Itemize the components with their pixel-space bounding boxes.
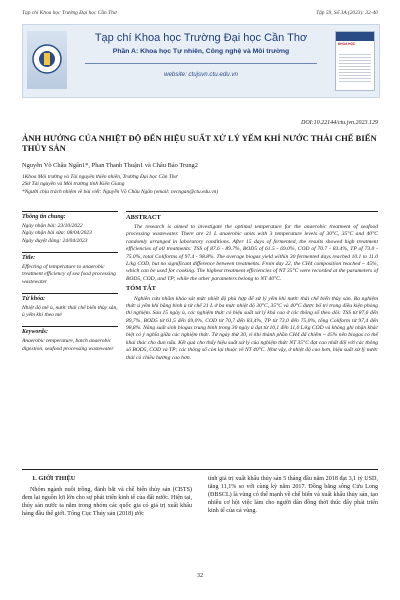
english-title: Effecting of temperature to anaerobic treatment efficiency of sea food processing wastewater [22, 263, 116, 285]
keywords-vi-heading: Từ khóa: [22, 295, 46, 302]
affiliation-1: 1Khoa Môi trường và Tài nguyên thiên nhiên, Trường Đại học Cần Thơ [22, 174, 178, 180]
abstract-heading: ABSTRACT [126, 211, 378, 222]
summary-text: Nghiên cứu nhằm khảo sát mức nhiệt độ phù hợp để xử lý yếm khí nước thải chế biến thủy sản. Ba nghiệm thức ủ yếm khí bằng bình ủ từ chế 21 L ở ba mức nhiệt độ 30°C, 35°C và 40°C được bố trí trong điều kiện phòng thí nghiệm. Sau 15 ngày ủ, các nghiệm thức có hiệu suất xử lý khá cao ở các thông số theo dõi: TSS từ 87,6 đến 89,7%, BOD5 từ 61,5 đến 69,0%, COD từ 70,7 đến 83,4%, TP từ 73,0 đến 75,0%, tổng Coliform từ 97,4 đến 98,8%. Năng suất sinh biogas trung bình trong 30 ngày ủ đạt từ 10,1 đến 11,0 L/kg COD và không ghi nhận khác biệt có ý nghĩa giữa các nghiệm thức. Từ ngày thứ 30, vì khí thành phần CH4 đã chiếm ~ 45% nên biogas có thể khai thác cho đun nấu. Kết quả cho thấy hiệu suất xử lý của nghiệm thức NT 35°C đạt cao nhất đối với các thông số BOD5, COD và TP; các thông số còn lại thuộc về NT 40°C. Như vậy, ở nhiệt độ cao hơn, hiệu suất xử lý nước thải có chiều hướng cao hơn. [126, 295, 379, 361]
english-title-heading: Title: [22, 254, 36, 261]
author-affiliations [22, 174, 378, 196]
article-title: ẢNH HƯỞNG CỦA NHIỆT ĐỘ ĐẾN HIỆU SUẤT XỬ LÝ YẾM KHÍ NƯỚC THẢI CHẾ BIẾN THỦY SẢN [22, 133, 377, 154]
running-header-journal: Tạp chí Khoa học Trường Đại học Cần Thơ [22, 10, 117, 16]
keywords-en-heading: Keywords: [22, 329, 48, 336]
date-accepted: Ngày duyệt đăng: 24/04/2023 [22, 237, 88, 244]
page-number: 32 [197, 573, 203, 579]
history-heading: Thông tin chung: [22, 214, 66, 220]
keywords-en: Anaerobic temperature, batch anaerobic digestion, seafood processing wastewater [22, 338, 114, 352]
introduction-heading: 1. GIỚI THIỆU [32, 475, 76, 482]
date-received: Ngày nhận bài: 23/10/2022 [22, 222, 83, 229]
running-header-volume: Tập 59, Số 3A (2023): 32-40 [316, 10, 378, 16]
summary-heading: TÓM TẮT [126, 285, 156, 293]
article-authors: Nguyễn Võ Châu Ngân1*, Phan Thanh Thuận1 và Châu Bảo Trung2 [22, 162, 198, 169]
introduction-paragraph-1: Nhóm ngành nuôi trồng, đánh bắt và chế biến thủy sản (CBTS) đem lại nguồn lợi lớn cho sự phát triển kinh tế của đất nước. Hiện tại, thủy sản nước ta nằm trong nhóm các quốc gia có giá trị xuất khẩu hàng đầu thế giới. Tổng Cục Thủy sản (2018) ước [22, 486, 192, 517]
section-divider [22, 469, 378, 470]
keywords-vi-block [22, 293, 118, 320]
journal-website: website: ctujsvn.ctu.edu.vn [164, 71, 238, 78]
keywords-vi: Nhiệt độ mê ủ, nước thải chế biến thủy sản, ủ yếm khí theo mẻ [22, 304, 118, 319]
article-info-column [22, 211, 118, 360]
journal-banner [22, 24, 380, 98]
article-history [22, 211, 118, 245]
banner-divider [85, 63, 317, 64]
abstract-column [126, 211, 378, 362]
journal-name: Tạp chí Khoa học Trường Đại học Cần Thơ [94, 32, 308, 44]
body-column-right [208, 475, 378, 515]
cover-text-lines [339, 54, 371, 84]
english-title-block [22, 252, 118, 286]
keywords-en-block [22, 326, 118, 353]
running-header [22, 10, 378, 20]
journal-section: Phần A: Khoa học Tự nhiên, Công nghệ và Môi trường [112, 48, 290, 55]
date-revised: Ngày nhận bài sửa: 08/04/2023 [22, 230, 92, 237]
journal-cover-thumbnail [335, 31, 375, 91]
article-doi[interactable]: DOI:10.22144/ctu.jvn.2023.129 [301, 120, 378, 126]
abstract-text: The research is aimed to investigate the optimal temperature for the anaerobic treatment of seafood processing wastewater. There are 21 L anaerobic units with 3 temperature levels of 30°C, 35°C and 40°C randomly arranged in laboratory conditions. After 15 days of fermented, the results showed high treatment efficiencies of all treatments: TSS of 87.6 - 89.7%, BOD5 of 61.5 - 69.0%, COD of 70.7 - 83.4%, TP of 73.0 - 75.0%, total Coliforms of 97.4 - 98.8%. The average biogas yield within 30 fermented days reached 10.1 to 11.0 L/kg COD, but no significant difference between treatments. From day 22, the CH4 composition reached ~ 45%, which can be used for cooking. The highest treatment efficiencies of NT 35°C were recorded at the parameters of BOD5, COD, and TP; while the other parameters belong to NT 40°C. [126, 224, 378, 282]
cover-band [336, 32, 374, 41]
corresponding-author: *Người chịu trách nhiệm về bài viết: Nguyễn Võ Châu Ngân (email: nvcngan@ctu.edu.vn) [22, 188, 219, 195]
affiliation-2: 2Sở Tài nguyên và Môi trường tỉnh Kiên Giang [22, 181, 125, 188]
introduction-paragraph-2: tính giá trị xuất khẩu thủy sản 5 tháng đầu năm 2018 đạt 3,1 tỷ USD, tăng 11,1% so với cùng kỳ năm 2017. Đồng bằng sông Cửu Long (ĐBSCL) là vùng có thế mạnh về chế biến và xuất khẩu thủy sản, tạo nhiều cơ hội việc làm cho người dân đồng thời thúc đẩy phát triển kinh tế của cả vùng. [208, 476, 378, 515]
cover-title: KHOA HỌC [338, 42, 356, 46]
body-column-left [22, 475, 192, 518]
